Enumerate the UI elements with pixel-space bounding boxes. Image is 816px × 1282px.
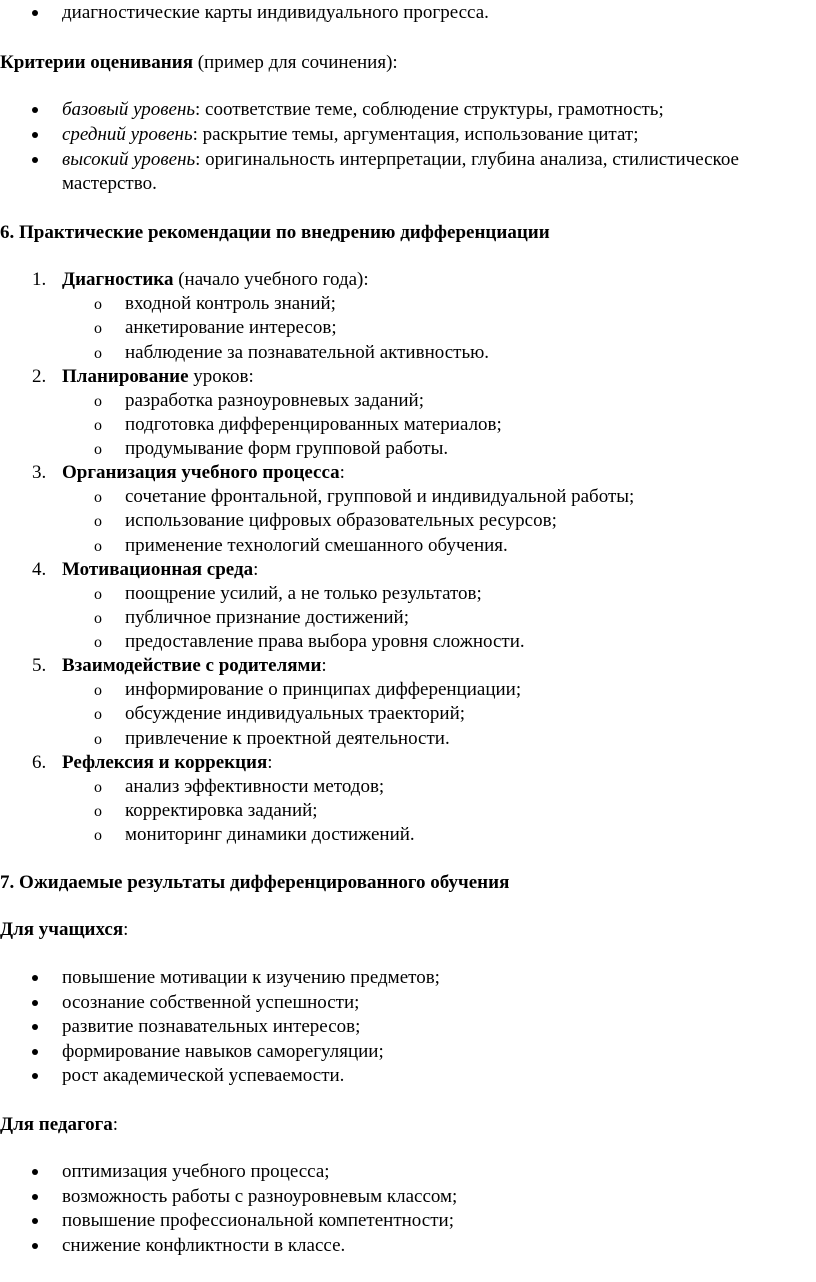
step-item: информирование о принципах дифференциации; [125,679,522,700]
step-heading [62,751,273,775]
step-item: продумывание форм групповой работы. [125,438,449,459]
criteria-level: средний уровень [62,124,193,145]
circle-marker-icon: o [94,513,102,530]
teacher-result-item: возможность работы с разноуровневым классом; [62,1186,458,1207]
criteria-level: высокий уровень [62,149,196,170]
step-item: предоставление права выбора уровня сложности. [125,631,525,652]
teacher-result-item: снижение конфликтности в классе. [62,1235,346,1256]
teacher-colon: : [112,1114,119,1135]
step-number: 2. [32,366,47,387]
step-rest: : [321,655,327,676]
criteria-text: : соответствие теме, соблюдение структуры, грамотность; [195,99,664,120]
step-title: Диагностика [62,269,174,290]
circle-marker-icon: o [94,320,102,337]
criteria-item [62,123,638,147]
step-item: корректировка заданий; [125,800,318,821]
step-item: обсуждение индивидуальных траекторий; [125,703,466,724]
criteria-note: (пример для сочинения): [192,52,398,73]
criteria-heading [0,51,398,75]
step-item: сочетание фронтальной, групповой и индивидуальной работы; [125,486,635,507]
step-title: Рефлексия и коррекция [62,752,268,773]
teacher-result-item: оптимизация учебного процесса; [62,1161,330,1182]
step-item: анализ эффективности методов; [125,776,385,797]
student-result-item: осознание собственной успешности; [62,992,360,1013]
bullet-icon [32,1194,38,1200]
criteria-item [62,98,664,122]
list-item: диагностические карты индивидуального прогресса. [62,2,489,23]
step-number: 6. [32,752,47,773]
step-heading [62,365,254,389]
step-item: использование цифровых образовательных ресурсов; [125,510,557,531]
step-number: 1. [32,269,47,290]
step-number: 4. [32,559,47,580]
criteria-text: : оригинальность интерпретации, глубина анализа, стилистическое [195,149,739,170]
step-rest: (начало учебного года): [173,269,369,290]
bullet-icon [32,132,38,138]
criteria-level: базовый уровень [62,99,196,120]
step-item: разработка разноуровневых заданий; [125,390,424,411]
bullet-icon [32,1049,38,1055]
step-title: Планирование [62,366,189,387]
criteria-text: : раскрытие темы, аргументация, использование цитат; [192,124,639,145]
step-title: Взаимодействие с родителями [62,655,322,676]
circle-marker-icon: o [94,586,102,603]
section6-title: 6. Практические рекомендации по внедрению дифференциации [0,222,550,243]
circle-marker-icon: o [94,345,102,362]
bullet-icon [32,1000,38,1006]
circle-marker-icon: o [94,538,102,555]
step-heading [62,461,345,485]
circle-marker-icon: o [94,393,102,410]
step-rest: : [253,559,259,580]
circle-marker-icon: o [94,417,102,434]
student-result-item: развитие познавательных интересов; [62,1016,361,1037]
bullet-icon [32,157,38,163]
bullet-icon [32,1218,38,1224]
step-item: мониторинг динамики достижений. [125,824,415,845]
circle-marker-icon: o [94,731,102,748]
bullet-icon [32,1169,38,1175]
circle-marker-icon: o [94,706,102,723]
bullet-icon [32,10,38,16]
circle-marker-icon: o [94,779,102,796]
circle-marker-icon: o [94,441,102,458]
circle-marker-icon: o [94,489,102,506]
teacher-heading [0,1113,118,1137]
bullet-icon [32,107,38,113]
student-result-item: рост академической успеваемости. [62,1065,345,1086]
step-title: Организация учебного процесса [62,462,340,483]
criteria-title: Критерии оценивания [0,52,193,73]
criteria-item [62,148,739,172]
bullet-icon [32,1024,38,1030]
step-heading [62,558,258,582]
step-heading [62,654,327,678]
step-item: подготовка дифференцированных материалов; [125,414,502,435]
circle-marker-icon: o [94,682,102,699]
students-heading [0,918,128,942]
step-number: 5. [32,655,47,676]
step-title: Мотивационная среда [62,559,254,580]
circle-marker-icon: o [94,803,102,820]
step-item: применение технологий смешанного обучения. [125,535,508,556]
step-number: 3. [32,462,47,483]
student-result-item: формирование навыков саморегуляции; [62,1041,384,1062]
step-item: публичное признание достижений; [125,607,409,628]
bullet-icon [32,1243,38,1249]
teacher-title: Для педагога [0,1114,113,1135]
students-colon: : [123,919,129,940]
bullet-icon [32,1073,38,1079]
step-item: анкетирование интересов; [125,317,337,338]
bullet-icon [32,975,38,981]
step-rest: уроков: [188,366,254,387]
circle-marker-icon: o [94,634,102,651]
step-item: поощрение усилий, а не только результатов; [125,583,482,604]
step-heading [62,268,369,292]
step-rest: : [267,752,273,773]
student-result-item: повышение мотивации к изучению предметов; [62,967,440,988]
circle-marker-icon: o [94,827,102,844]
step-item: входной контроль знаний; [125,293,336,314]
step-item: привлечение к проектной деятельности. [125,728,450,749]
circle-marker-icon: o [94,610,102,627]
circle-marker-icon: o [94,296,102,313]
step-item: наблюдение за познавательной активностью. [125,342,490,363]
students-title: Для учащихся [0,919,124,940]
teacher-result-item: повышение профессиональной компетентности; [62,1210,454,1231]
criteria-item-continuation: мастерство. [62,173,157,194]
section7-title: 7. Ожидаемые результаты дифференцированного обучения [0,872,510,893]
step-rest: : [339,462,345,483]
